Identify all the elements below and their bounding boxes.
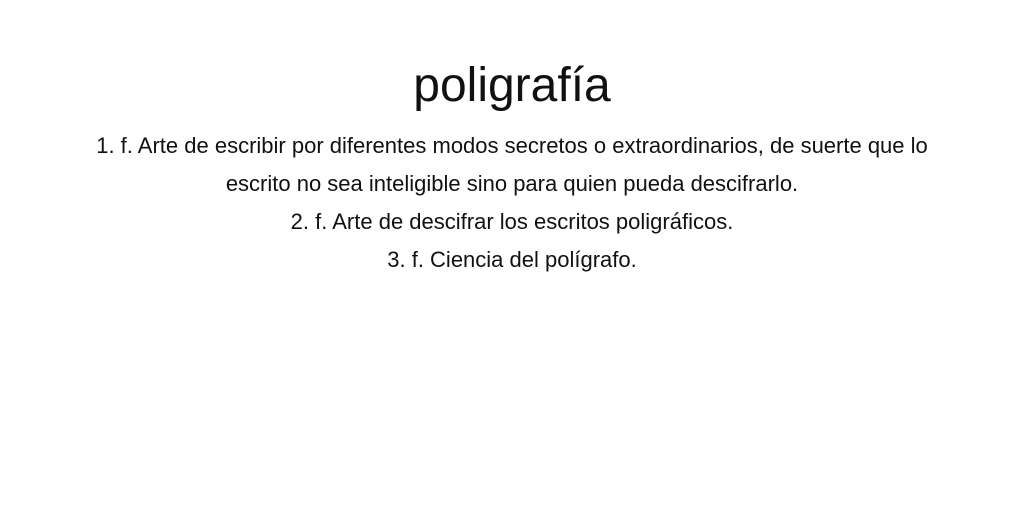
definition-sense-3: 3. f. Ciencia del polígrafo. bbox=[387, 247, 637, 272]
headword-title: poligrafía bbox=[413, 59, 611, 112]
definition-sense-2: 2. f. Arte de descifrar los escritos poligráficos. bbox=[290, 209, 734, 234]
definition-sense-1: 1. f. Arte de escribir por diferentes modos secretos o extraordinarios, de suerte que lo escrito no sea inteligible sino para quien pueda descifrarlo. bbox=[96, 133, 928, 196]
definition-list bbox=[96, 127, 928, 279]
